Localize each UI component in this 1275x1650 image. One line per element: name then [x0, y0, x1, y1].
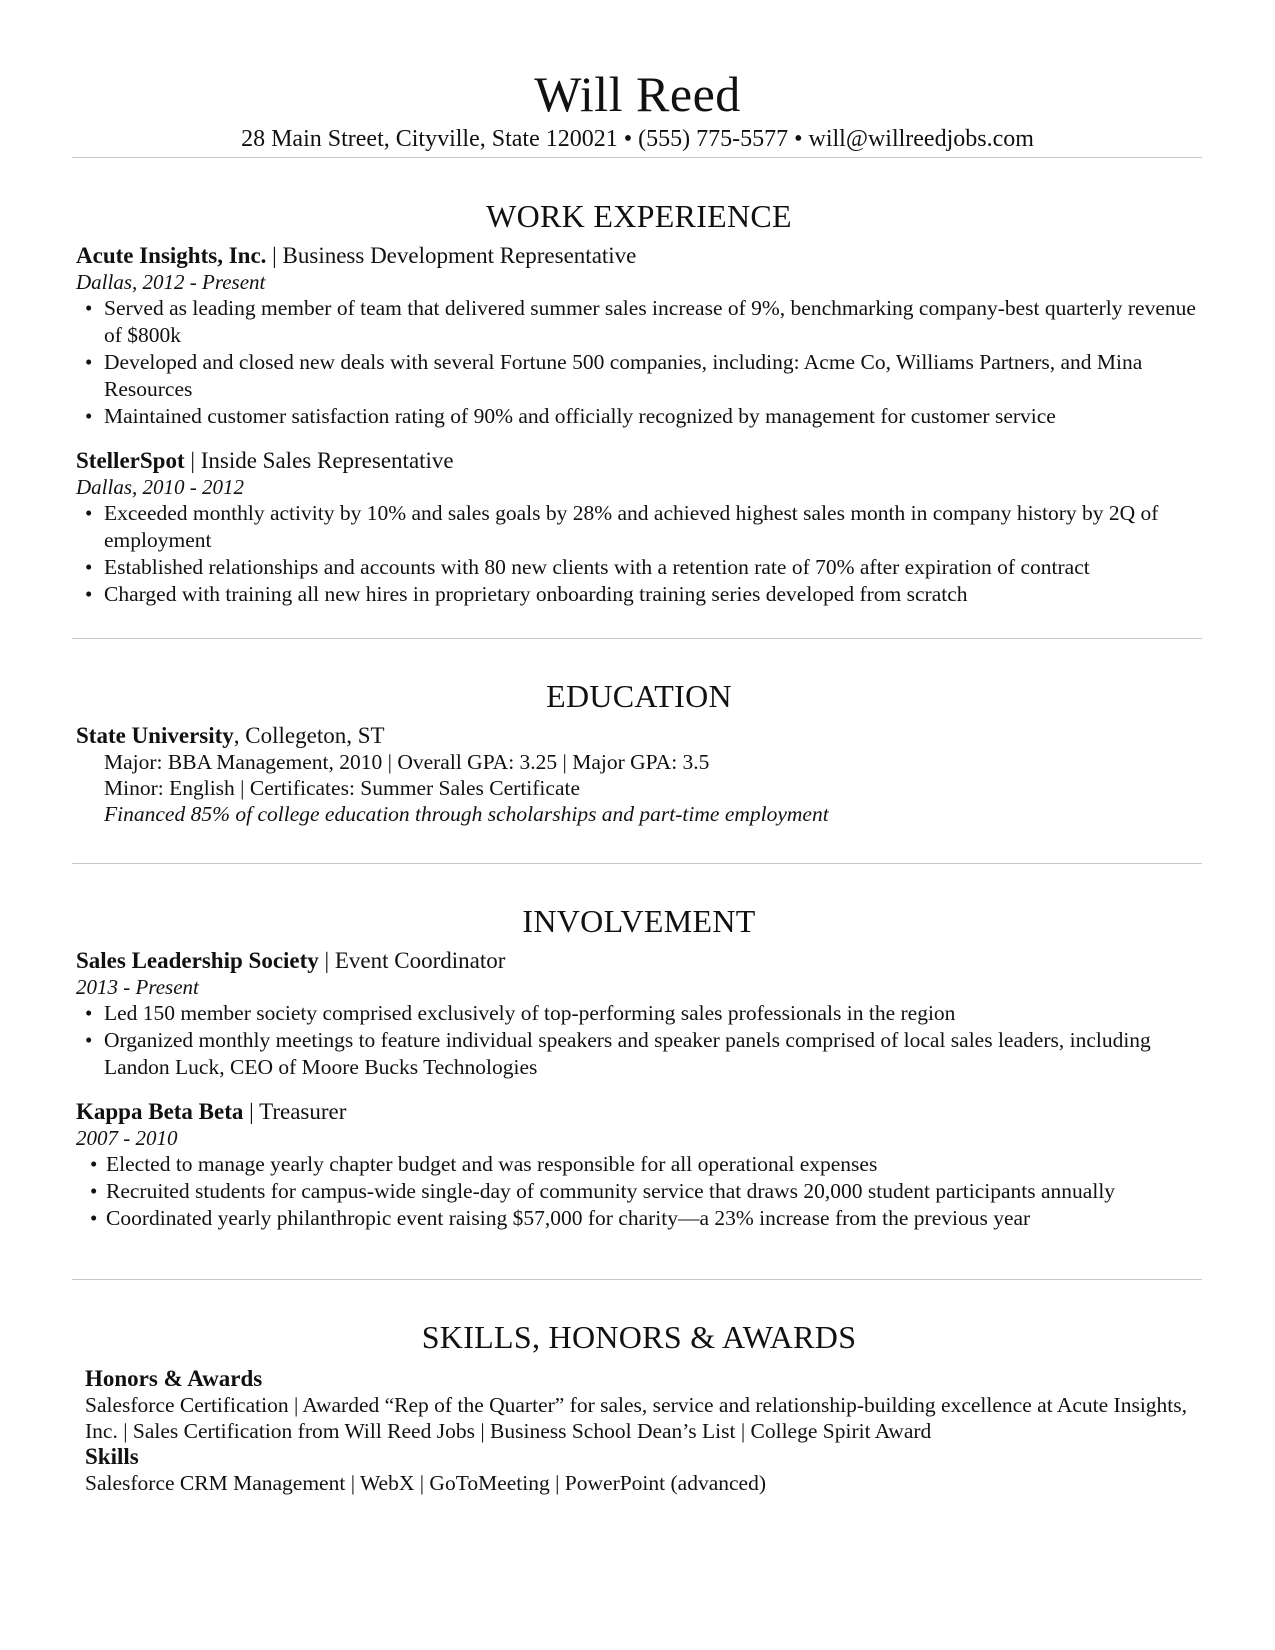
involvement-meta: 2013 - Present: [76, 975, 199, 999]
skills-content: [85, 1366, 1195, 1496]
divider: [72, 1279, 1202, 1280]
candidate-name: Will Reed: [534, 66, 741, 122]
work-experience-section: [76, 196, 1206, 608]
job-header: [76, 242, 1206, 269]
involvement-bullets: [76, 1000, 1206, 1081]
bullet-item: • Exceeded monthly activity by 10% and sales goals by 28% and achieved highest sales month in company history by 2Q of employment: [85, 501, 1159, 552]
bullet-item: • Served as leading member of team that delivered summer sales increase of 9%, benchmarking company-best quarterly revenue of $800k: [85, 296, 1196, 347]
involvement-bullets: [76, 1151, 1206, 1232]
bullet-item: • Maintained customer satisfaction rating of 90% and officially recognized by management for customer service: [85, 404, 1056, 428]
involvement-meta: 2007 - 2010: [76, 1126, 178, 1150]
job-entry: [76, 242, 1206, 430]
contact-line: 28 Main Street, Cityville, State 120021 • (555) 775-5577 • will@willreedjobs.com: [241, 126, 1034, 152]
involvement-entry: [76, 947, 1206, 1081]
section-title-involvement: INVOLVEMENT: [522, 903, 756, 939]
job-bullets: [76, 295, 1206, 430]
bullet-icon: •: [85, 555, 93, 579]
job-entry: [76, 447, 1206, 608]
education-minor: Minor: English | Certificates: Summer Sales Certificate: [104, 776, 581, 800]
job-meta: Dallas, 2010 - 2012: [76, 475, 244, 499]
bullet-item: • Charged with training all new hires in proprietary onboarding training series developed from scratch: [85, 582, 968, 606]
job-meta: Dallas, 2012 - Present: [76, 270, 266, 294]
company-name: Acute Insights, Inc.: [76, 243, 267, 268]
section-title-education: EDUCATION: [546, 678, 732, 714]
education-major: Major: BBA Management, 2010 | Overall GPA: 3.25 | Major GPA: 3.5: [104, 750, 710, 774]
organization-name: Kappa Beta Beta: [76, 1099, 244, 1124]
school-header: [76, 722, 1206, 749]
involvement-section: [76, 901, 1206, 1232]
involvement-entry: [76, 1098, 1206, 1232]
bullet-icon: •: [90, 1152, 98, 1176]
skills-heading: Skills: [85, 1444, 139, 1469]
bullet-item: • Established relationships and accounts with 80 new clients with a retention rate of 70% after expiration of contract: [85, 555, 1090, 579]
skills-section: [76, 1317, 1206, 1363]
education-section: [76, 676, 1206, 827]
school-location: , Collegeton, ST: [233, 723, 385, 748]
job-role: | Business Development Representative: [266, 243, 637, 268]
school-name: State University: [76, 723, 234, 748]
bullet-item: • Led 150 member society comprised exclusively of top-performing sales professionals in the region: [85, 1001, 956, 1025]
bullet-icon: •: [85, 501, 93, 525]
divider: [72, 638, 1202, 639]
job-role: | Inside Sales Representative: [184, 448, 454, 473]
bullet-icon: •: [85, 1028, 93, 1052]
involvement-header: [76, 947, 1206, 974]
bullet-icon: •: [85, 350, 93, 374]
bullet-icon: •: [90, 1179, 98, 1203]
organization-name: Sales Leadership Society: [76, 948, 319, 973]
bullet-icon: •: [85, 1001, 93, 1025]
job-header: [76, 447, 1206, 474]
divider: [72, 863, 1202, 864]
involvement-role: | Treasurer: [243, 1099, 347, 1124]
bullet-icon: •: [85, 404, 93, 428]
job-bullets: [76, 500, 1206, 608]
skills-text: Salesforce CRM Management | WebX | GoToMeeting | PowerPoint (advanced): [85, 1471, 766, 1495]
section-title-work: WORK EXPERIENCE: [486, 198, 792, 234]
bullet-icon: •: [90, 1206, 98, 1230]
bullet-item: • Recruited students for campus-wide single-day of community service that draws 20,000 student participants annually: [90, 1179, 1116, 1203]
bullet-icon: •: [85, 296, 93, 320]
bullet-item: • Coordinated yearly philanthropic event raising $57,000 for charity—a 23% increase from the previous year: [90, 1206, 1031, 1230]
bullet-item: • Elected to manage yearly chapter budget and was responsible for all operational expenses: [90, 1152, 878, 1176]
involvement-header: [76, 1098, 1206, 1125]
company-name: StellerSpot: [76, 448, 185, 473]
honors-heading: Honors & Awards: [85, 1366, 263, 1391]
bullet-item: • Organized monthly meetings to feature individual speakers and speaker panels comprised of local sales leaders, including Landon Luck, CEO of Moore Bucks Technologies: [85, 1028, 1151, 1079]
bullet-item: • Developed and closed new deals with several Fortune 500 companies, including: Acme Co, Williams Partners, and Mina Resources: [85, 350, 1143, 401]
involvement-role: | Event Coordinator: [318, 948, 506, 973]
bullet-icon: •: [85, 582, 93, 606]
honors-text: Salesforce Certification | Awarded “Rep of the Quarter” for sales, service and relationship-building excellence at Acute Insights, Inc. | Sales Certification from Will Reed Jobs | Business School Dean’s List | College Spirit Award: [85, 1393, 1188, 1443]
section-title-skills: SKILLS, HONORS & AWARDS: [421, 1319, 857, 1355]
education-note: Financed 85% of college education through scholarships and part-time employment: [104, 802, 829, 826]
divider: [72, 157, 1202, 158]
